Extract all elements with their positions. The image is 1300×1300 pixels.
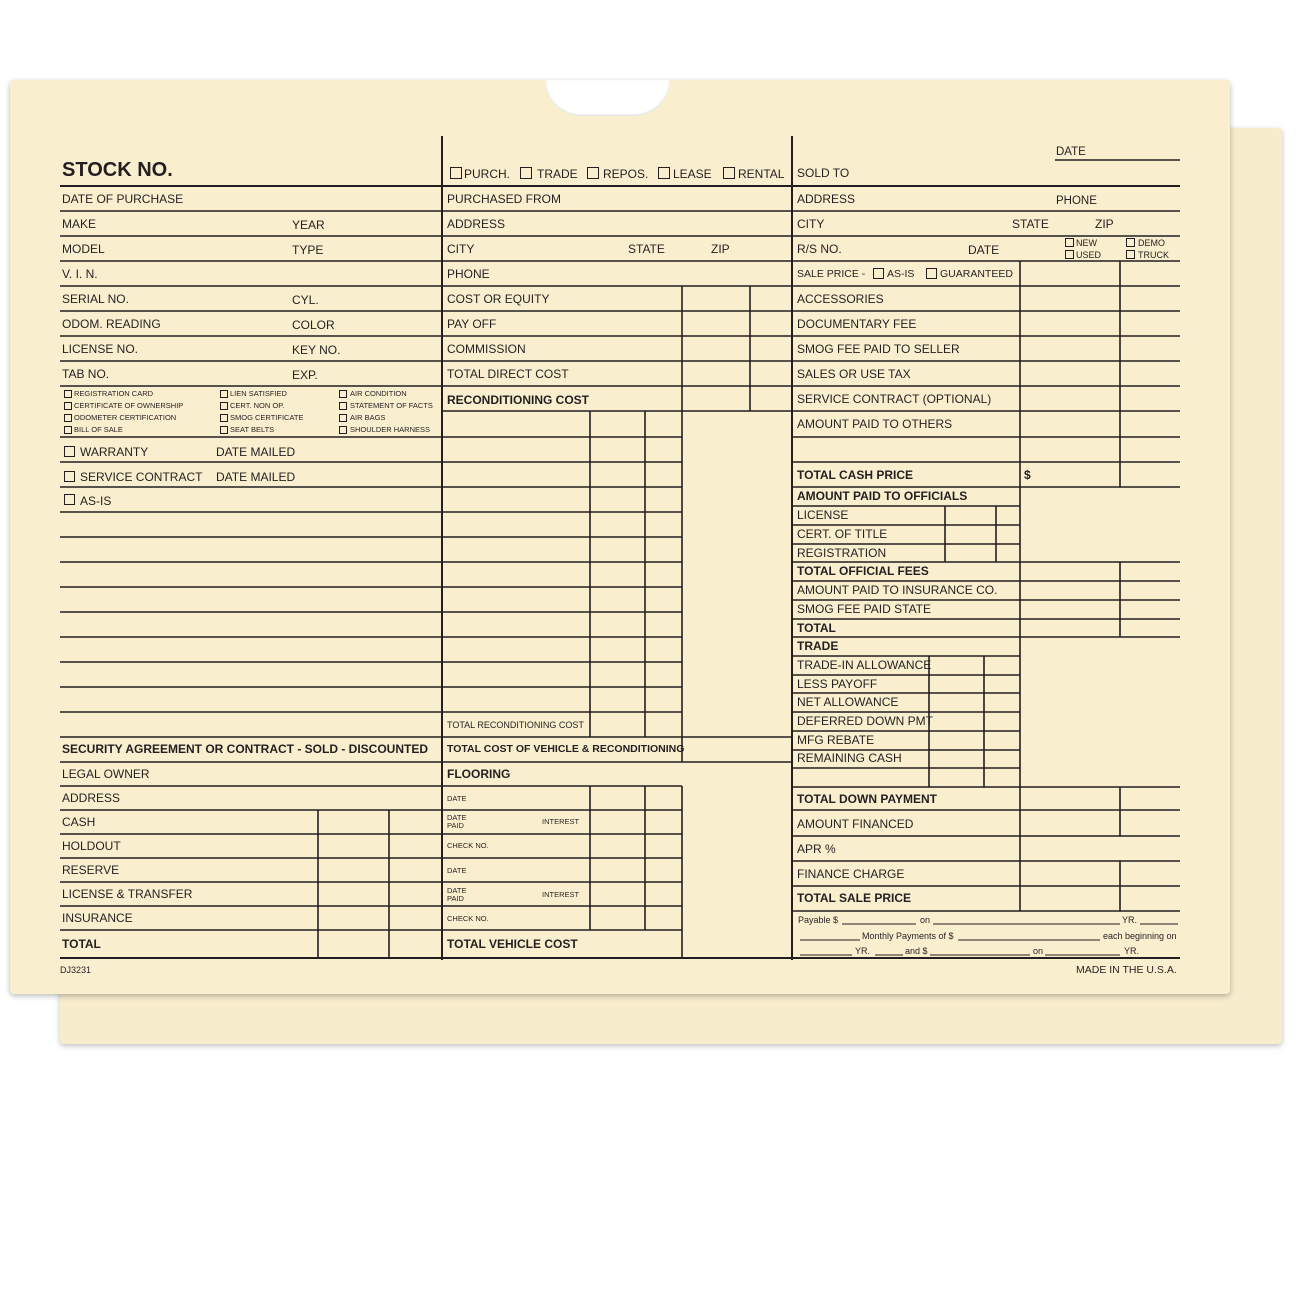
right-zip-label: ZIP (1095, 217, 1114, 231)
repos-label: REPOS. (603, 167, 649, 181)
less-payoff-label: LESS PAYOFF (797, 677, 878, 691)
right-address-label: ADDRESS (797, 192, 856, 206)
certificate-of-ownership-checkbox[interactable] (64, 402, 72, 410)
total-cash-price-dollar: $ (1024, 468, 1031, 482)
certificate-of-ownership-label: CERTIFICATE OF OWNERSHIP (74, 401, 184, 410)
remaining-cash-label: REMAINING CASH (797, 751, 902, 765)
insurance-label: INSURANCE (62, 911, 133, 925)
middle-phone-label: PHONE (447, 267, 490, 281)
used-label: USED (1076, 250, 1102, 260)
used-checkbox[interactable] (1065, 250, 1074, 259)
rental-label: RENTAL (738, 167, 785, 181)
warranty-checkbox[interactable] (64, 446, 75, 457)
official-license-label: LICENSE (797, 508, 849, 522)
and-dollar-label: and $ (905, 946, 928, 956)
bill-of-sale-checkbox[interactable] (64, 426, 72, 434)
accessories-label: ACCESSORIES (797, 292, 884, 306)
rental-checkbox[interactable] (723, 167, 735, 179)
date-of-purchase-label: DATE OF PURCHASE (62, 192, 184, 206)
odometer-certification-checkbox[interactable] (64, 414, 72, 422)
lease-checkbox[interactable] (658, 167, 670, 179)
trade-in-allowance-label: TRADE-IN ALLOWANCE (797, 658, 932, 672)
service-contract-optional-label: SERVICE CONTRACT (OPTIONAL) (797, 392, 992, 406)
type-label: TYPE (292, 243, 324, 257)
final-on-label: on (1033, 946, 1044, 956)
license-no-label: LICENSE NO. (62, 342, 139, 356)
legal-owner-label: LEGAL OWNER (62, 767, 150, 781)
documentary-fee-label: DOCUMENTARY FEE (797, 317, 917, 331)
amount-paid-others-label: AMOUNT PAID TO OTHERS (797, 417, 953, 431)
seat-belts-checkbox[interactable] (220, 426, 228, 434)
flooring-interest-label-2: INTEREST (542, 890, 580, 899)
amount-paid-insurance-label: AMOUNT PAID TO INSURANCE CO. (797, 583, 998, 597)
warranty-label: WARRANTY (80, 445, 149, 459)
middle-city-label: CITY (447, 242, 475, 256)
guaranteed-checkbox[interactable] (926, 268, 937, 279)
lien-satisfied-label: LIEN SATISFIED (230, 389, 287, 398)
total-official-fees-label: TOTAL OFFICIAL FEES (797, 564, 929, 578)
year-label: YEAR (292, 218, 325, 232)
shoulder-harness-label: SHOULDER HARNESS (350, 425, 431, 434)
lien-satisfied-checkbox[interactable] (220, 390, 228, 398)
right-state-label: STATE (1012, 217, 1049, 231)
make-label: MAKE (62, 217, 97, 231)
reconditioning-cost-heading: RECONDITIONING COST (447, 393, 590, 407)
flooring-date-paid-label-2: DATE PAID (447, 886, 467, 903)
each-beginning-on-label: each beginning on (1103, 931, 1177, 941)
air-bags-label: AIR BAGS (350, 413, 386, 422)
middle-address-label: ADDRESS (447, 217, 506, 231)
right-total-label: TOTAL (797, 621, 836, 635)
total-vehicle-cost-label: TOTAL VEHICLE COST (447, 937, 578, 951)
model-label: MODEL (62, 242, 105, 256)
purch-label: PURCH. (464, 167, 511, 181)
lease-label: LEASE (673, 167, 712, 181)
sale-as-is-checkbox[interactable] (873, 268, 884, 279)
security-agreement-heading: SECURITY AGREEMENT OR CONTRACT - SOLD - DISCOUNTED (62, 742, 429, 756)
flooring-heading: FLOORING (447, 767, 511, 781)
new-label: NEW (1076, 238, 1097, 248)
payable-on-label: on (920, 915, 931, 925)
seat-belts-label: SEAT BELTS (230, 425, 275, 434)
sales-tax-label: SALES OR USE TAX (797, 367, 911, 381)
monthly-payments-label: Monthly Payments of $ (862, 931, 954, 941)
total-down-payment-label: TOTAL DOWN PAYMENT (797, 792, 938, 806)
total-cash-price-label: TOTAL CASH PRICE (797, 468, 914, 482)
odometer-certification-label: ODOMETER CERTIFICATION (74, 413, 177, 422)
smog-certificate-checkbox[interactable] (220, 414, 228, 422)
deferred-down-pmt-label: DEFERRED DOWN PMT (797, 714, 933, 728)
flooring-date-label-2: DATE (447, 866, 467, 875)
flooring-check-no-label-1: CHECK NO. (447, 841, 489, 850)
demo-label: DEMO (1138, 238, 1165, 248)
form-code: DJ3231 (60, 965, 92, 975)
service-contract-label: SERVICE CONTRACT (80, 470, 203, 484)
tab-no-label: TAB NO. (62, 367, 110, 381)
truck-label: TRUCK (1138, 250, 1169, 260)
vin-label: V. I. N. (62, 267, 98, 281)
total-reconditioning-cost-label: TOTAL RECONDITIONING COST (447, 720, 584, 730)
middle-zip-label: ZIP (711, 242, 730, 256)
rs-date-label: DATE (968, 243, 1000, 257)
mfg-rebate-label: MFG REBATE (797, 733, 875, 747)
commission-label: COMMISSION (447, 342, 526, 356)
trade-heading: TRADE (797, 639, 839, 653)
registration-card-label: REGISTRATION CARD (74, 389, 154, 398)
statement-of-facts-checkbox[interactable] (339, 402, 347, 410)
air-condition-checkbox[interactable] (339, 390, 347, 398)
registration-label: REGISTRATION (797, 546, 887, 560)
cost-or-equity-label: COST OR EQUITY (447, 292, 550, 306)
key-no-label: KEY NO. (292, 343, 341, 357)
sold-to-label: SOLD TO (797, 166, 850, 180)
total-cost-vehicle-reconditioning-label: TOTAL COST OF VEHICLE & RECONDITIONING (447, 743, 685, 755)
flooring-check-no-label-2: CHECK NO. (447, 914, 489, 923)
guaranteed-label: GUARANTEED (940, 268, 1013, 280)
registration-card-checkbox[interactable] (64, 390, 72, 398)
flooring-interest-label-1: INTEREST (542, 817, 580, 826)
shoulder-harness-checkbox[interactable] (339, 426, 347, 434)
holdout-label: HOLDOUT (62, 839, 121, 853)
smog-fee-seller-label: SMOG FEE PAID TO SELLER (797, 342, 960, 356)
right-phone-label: PHONE (1056, 195, 1097, 207)
trade-label: TRADE (537, 167, 578, 181)
warranty-date-mailed-label: DATE MAILED (216, 445, 296, 459)
cyl-label: CYL. (292, 293, 319, 307)
repos-checkbox[interactable] (587, 167, 599, 179)
as-is-label: AS-IS (80, 494, 112, 508)
stock-no-label: STOCK NO. (62, 159, 173, 181)
truck-checkbox[interactable] (1126, 250, 1135, 259)
flooring-date-paid-label-1: DATE PAID (447, 813, 467, 830)
finance-charge-label: FINANCE CHARGE (797, 867, 905, 881)
cert-of-title-label: CERT. OF TITLE (797, 527, 888, 541)
right-city-label: CITY (797, 217, 825, 231)
payable-label: Payable $ (798, 915, 839, 925)
purchased-from-label: PURCHASED FROM (447, 192, 562, 206)
total-direct-cost-label: TOTAL DIRECT COST (447, 367, 569, 381)
demo-checkbox[interactable] (1126, 238, 1135, 247)
bill-of-sale-label: BILL OF SALE (74, 425, 123, 434)
as-is-checkbox[interactable] (64, 494, 75, 505)
pay-off-label: PAY OFF (447, 317, 497, 331)
purch-checkbox[interactable] (450, 167, 462, 179)
cert-non-op-checkbox[interactable] (220, 402, 228, 410)
trade-checkbox[interactable] (520, 167, 532, 179)
smog-certificate-label: SMOG CERTIFICATE (230, 413, 304, 422)
payable-yr-label: YR. (1122, 915, 1138, 925)
service-contract-date-mailed-label: DATE MAILED (216, 470, 296, 484)
net-allowance-label: NET ALLOWANCE (797, 695, 899, 709)
middle-state-label: STATE (628, 242, 665, 256)
sale-as-is-label: AS-IS (887, 268, 915, 280)
statement-of-facts-label: STATEMENT OF FACTS (350, 401, 433, 410)
air-condition-label: AIR CONDITION (350, 389, 407, 398)
service-contract-checkbox[interactable] (64, 471, 75, 482)
amount-financed-label: AMOUNT FINANCED (797, 817, 914, 831)
color-label: COLOR (292, 318, 335, 332)
serial-no-label: SERIAL NO. (62, 292, 129, 306)
amount-paid-officials-heading: AMOUNT PAID TO OFFICIALS (797, 489, 968, 503)
reserve-label: RESERVE (62, 863, 120, 877)
license-transfer-label: LICENSE & TRANSFER (62, 887, 193, 901)
new-checkbox[interactable] (1065, 238, 1074, 247)
made-in-usa: MADE IN THE U.S.A. (1076, 964, 1177, 976)
final-yr-label: YR. (1124, 946, 1140, 956)
address-label: ADDRESS (62, 791, 121, 805)
right-date-label: DATE (1056, 146, 1086, 158)
exp-label: EXP. (292, 368, 318, 382)
flooring-date-label-1: DATE (447, 794, 467, 803)
apr-label: APR % (797, 842, 836, 856)
sale-price-label: SALE PRICE - (797, 268, 866, 280)
smog-fee-state-label: SMOG FEE PAID STATE (797, 602, 932, 616)
odom-reading-label: ODOM. READING (62, 317, 161, 331)
monthly-yr-label: YR. (855, 946, 871, 956)
cash-label: CASH (62, 815, 96, 829)
cert-non-op-label: CERT. NON OP. (230, 401, 285, 410)
total-sale-price-label: TOTAL SALE PRICE (797, 891, 912, 905)
air-bags-checkbox[interactable] (339, 414, 347, 422)
rs-no-label: R/S NO. (797, 242, 842, 256)
left-total-label: TOTAL (62, 937, 101, 951)
